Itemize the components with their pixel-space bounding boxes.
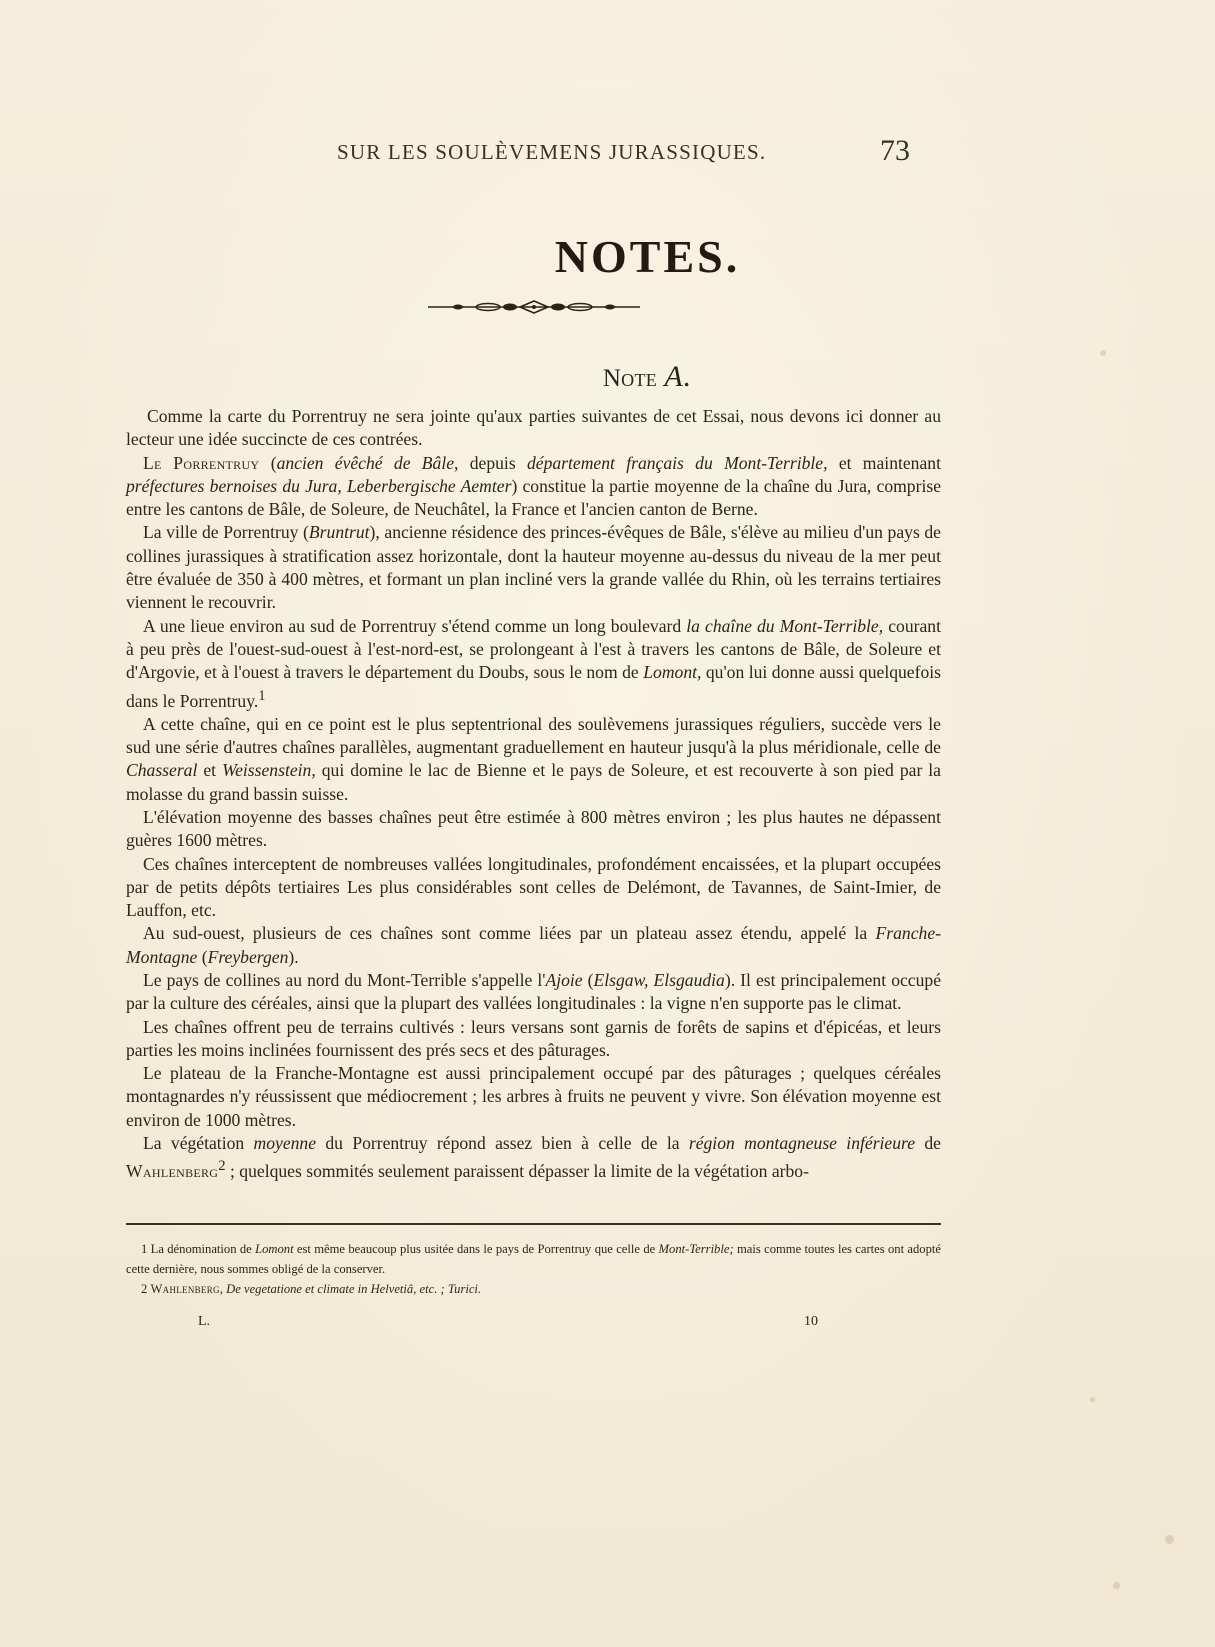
text-run: ( xyxy=(582,969,594,990)
text-run: qui domine le lac de Bienne et le pays de Soleure, et est recouverte à son pied par la molasse du grand bassin suisse. xyxy=(126,760,941,804)
text-run: Le pays de collines au nord du Mont-Terrible s'appelle l' xyxy=(143,969,546,990)
italic-text: la chaîne du Mont-Terrible, xyxy=(686,615,884,636)
paragraph xyxy=(126,1016,941,1063)
text-run: ( xyxy=(259,452,277,473)
paragraph xyxy=(126,1132,941,1183)
footnote-marker: 1 xyxy=(258,687,266,704)
text-run: ). Il est principalement occupé par la culture des céréales, ainsi que la plupart des vallées longitudinales : la vigne n'en supporte pas le climat. xyxy=(126,969,942,1014)
paragraph xyxy=(126,452,941,522)
italic-text: Weissenstein, xyxy=(222,760,316,781)
text-run: courant à peu près de l'ouest-sud-ouest à l'est-nord-est, se prolongeant à l'est à travers les cantons de Bâle, de Soleure et d'Argovie, et à l'ouest à travers le département du Doubs, sous le nom de xyxy=(126,615,941,683)
foxing-spot xyxy=(1113,1582,1120,1589)
text-run: Les chaînes offrent peu de terrains cultivés : leurs versans sont garnis de forêts de sapins et d'épicéas, et leurs parties les moins inclinées fournissent des prés secs et des pâturages. xyxy=(126,1016,941,1060)
text-run: La végétation xyxy=(143,1133,254,1154)
footnote xyxy=(126,1279,941,1299)
text-run: Au sud-ouest, plusieurs de ces chaînes sont comme liées par un plateau assez étendu, appelé la xyxy=(143,923,876,944)
paragraph xyxy=(126,853,941,923)
text-run: Comme la carte du Porrentruy ne sera jointe qu'aux parties suivantes de cet Essai, nous devons ici donner au lecteur une idée succincte de ces contrées. xyxy=(126,406,941,450)
italic-text: Chasseral xyxy=(126,760,198,781)
italic-text: moyenne xyxy=(253,1133,317,1154)
paragraph xyxy=(126,615,941,713)
note-body xyxy=(126,405,941,1184)
text-run: du Porrentruy répond assez bien à celle de la xyxy=(316,1133,689,1154)
text-run: ; quelques sommités seulement paraissent dépasser la limite de la végétation arbo- xyxy=(225,1161,809,1182)
note-heading xyxy=(0,360,1215,394)
footnote-marker: 2 xyxy=(218,1158,226,1175)
paragraph xyxy=(126,405,941,452)
note-heading-letter: A. xyxy=(664,360,693,393)
page-number: 73 xyxy=(880,134,910,167)
text-run: ), ancienne résidence des princes-évêques de Bâle, s'élève au milieu d'un pays de collines jurassiques à stratification assez horizontale, dont la hauteur moyenne au-dessus du niveau de la mer peut être évaluée de 350 à 400 mètres, et formant un plan incliné vers la grande vallée du Rhin, où les terrains tertiaires viennent le recouvrir. xyxy=(126,522,941,613)
italic-text: Elsgaw, Elsgaudia xyxy=(593,969,725,990)
text-run: 2 xyxy=(141,1282,151,1296)
italic-text: Lomont xyxy=(255,1242,294,1256)
italic-text: Franche-Montagne xyxy=(126,923,941,967)
text-run: depuis xyxy=(458,452,527,473)
italic-text: ancien évêché de Bâle, xyxy=(276,452,459,473)
foxing-spot xyxy=(1090,1397,1095,1402)
foxing-spot xyxy=(1100,350,1106,356)
italic-text: région montagneuse inférieure xyxy=(688,1133,916,1154)
text-run: mais comme toutes les cartes ont adopté cette dernière, nous sommes obligé de la conserver. xyxy=(126,1242,941,1276)
small-caps-text: Wahlenberg xyxy=(126,1161,219,1182)
text-run: ) constitue la partie moyenne de la chaîne du Jura, comprise entre les cantons de Bâle, de Soleure, de Neuchâtel, la France et l'ancien canton de Berne. xyxy=(126,475,942,520)
italic-text: Freybergen xyxy=(207,946,289,967)
small-caps-text: Le Porrentruy xyxy=(143,452,260,473)
text-run: Ces chaînes interceptent de nombreuses vallées longitudinales, profondément encaissées, et la plupart occupées par de petits dépôts tertiaires Les plus considérables sont celles de Delémont, de Tavannes, de Saint-Imier, de Lauffon, etc. xyxy=(126,853,941,921)
italic-text: département français du Mont-Terrible, xyxy=(526,452,828,473)
text-run: qu'on lui donne aussi quelquefois dans le Porrentruy. xyxy=(126,662,941,711)
text-run: et xyxy=(197,760,223,781)
text-run: A une lieue environ au sud de Porrentruy s'étend comme un long boulevard xyxy=(143,615,687,636)
text-run: Le plateau de la Franche-Montagne est aussi principalement occupé par des pâturages ; quelques céréales montagnardes n'y réussissent que médiocrement ; les arbres à fruits ne peuvent y vivre. Son élévation moyenne est environ de 1000 mètres. xyxy=(126,1063,941,1130)
text-run: 1 La dénomination de xyxy=(141,1242,256,1256)
paragraph xyxy=(126,1062,941,1132)
sheet-number: 10 xyxy=(804,1314,818,1329)
text-run: A cette chaîne, qui en ce point est le plus septentrional des soulèvemens jurassiques réguliers, succède vers le sud une série d'autres chaînes parallèles, augmentant graduellement en hauteur jusqu'à la plus méridionale, celle de xyxy=(126,713,941,758)
text-run: La ville de Porrentruy ( xyxy=(143,522,309,543)
text-run: ). xyxy=(288,946,299,967)
paragraph xyxy=(126,969,941,1016)
paragraph xyxy=(126,922,941,969)
footnote-rule xyxy=(126,1223,941,1225)
italic-text: Bruntrut xyxy=(308,522,370,543)
paragraph xyxy=(126,806,941,853)
italic-text: De vegetatione et climate in Helvetiâ, etc. ; Turici. xyxy=(226,1282,482,1296)
italic-text: Lomont, xyxy=(643,662,702,683)
foxing-spot xyxy=(1165,1535,1174,1544)
italic-text: Ajoie xyxy=(545,969,583,990)
footnotes xyxy=(126,1239,941,1299)
text-run: de xyxy=(915,1133,941,1154)
text-run: ( xyxy=(197,946,208,967)
italic-text: préfectures bernoises du Jura, Leberbergische Aemter xyxy=(126,475,512,496)
note-heading-word: Note xyxy=(602,365,658,392)
text-run: , xyxy=(219,1282,227,1296)
running-head: SUR LES SOULÈVEMENS JURASSIQUES. xyxy=(337,140,767,164)
paragraph xyxy=(126,713,941,806)
signature-mark: L. xyxy=(198,1314,211,1329)
text-run: et maintenant xyxy=(827,452,941,473)
italic-text: Mont-Terrible; xyxy=(658,1242,734,1256)
small-caps-text: Wahlenberg xyxy=(150,1282,220,1296)
text-run: est même beaucoup plus usitée dans le pays de Porrentruy que celle de xyxy=(293,1242,659,1256)
ornament-rule xyxy=(428,300,640,314)
paragraph xyxy=(126,521,941,614)
notes-title: NOTES. xyxy=(554,231,741,282)
text-run: L'élévation moyenne des basses chaînes peut être estimée à 800 mètres environ ; les plus hautes ne dépassent guères 1600 mètres. xyxy=(126,806,941,851)
footnote xyxy=(126,1239,941,1279)
